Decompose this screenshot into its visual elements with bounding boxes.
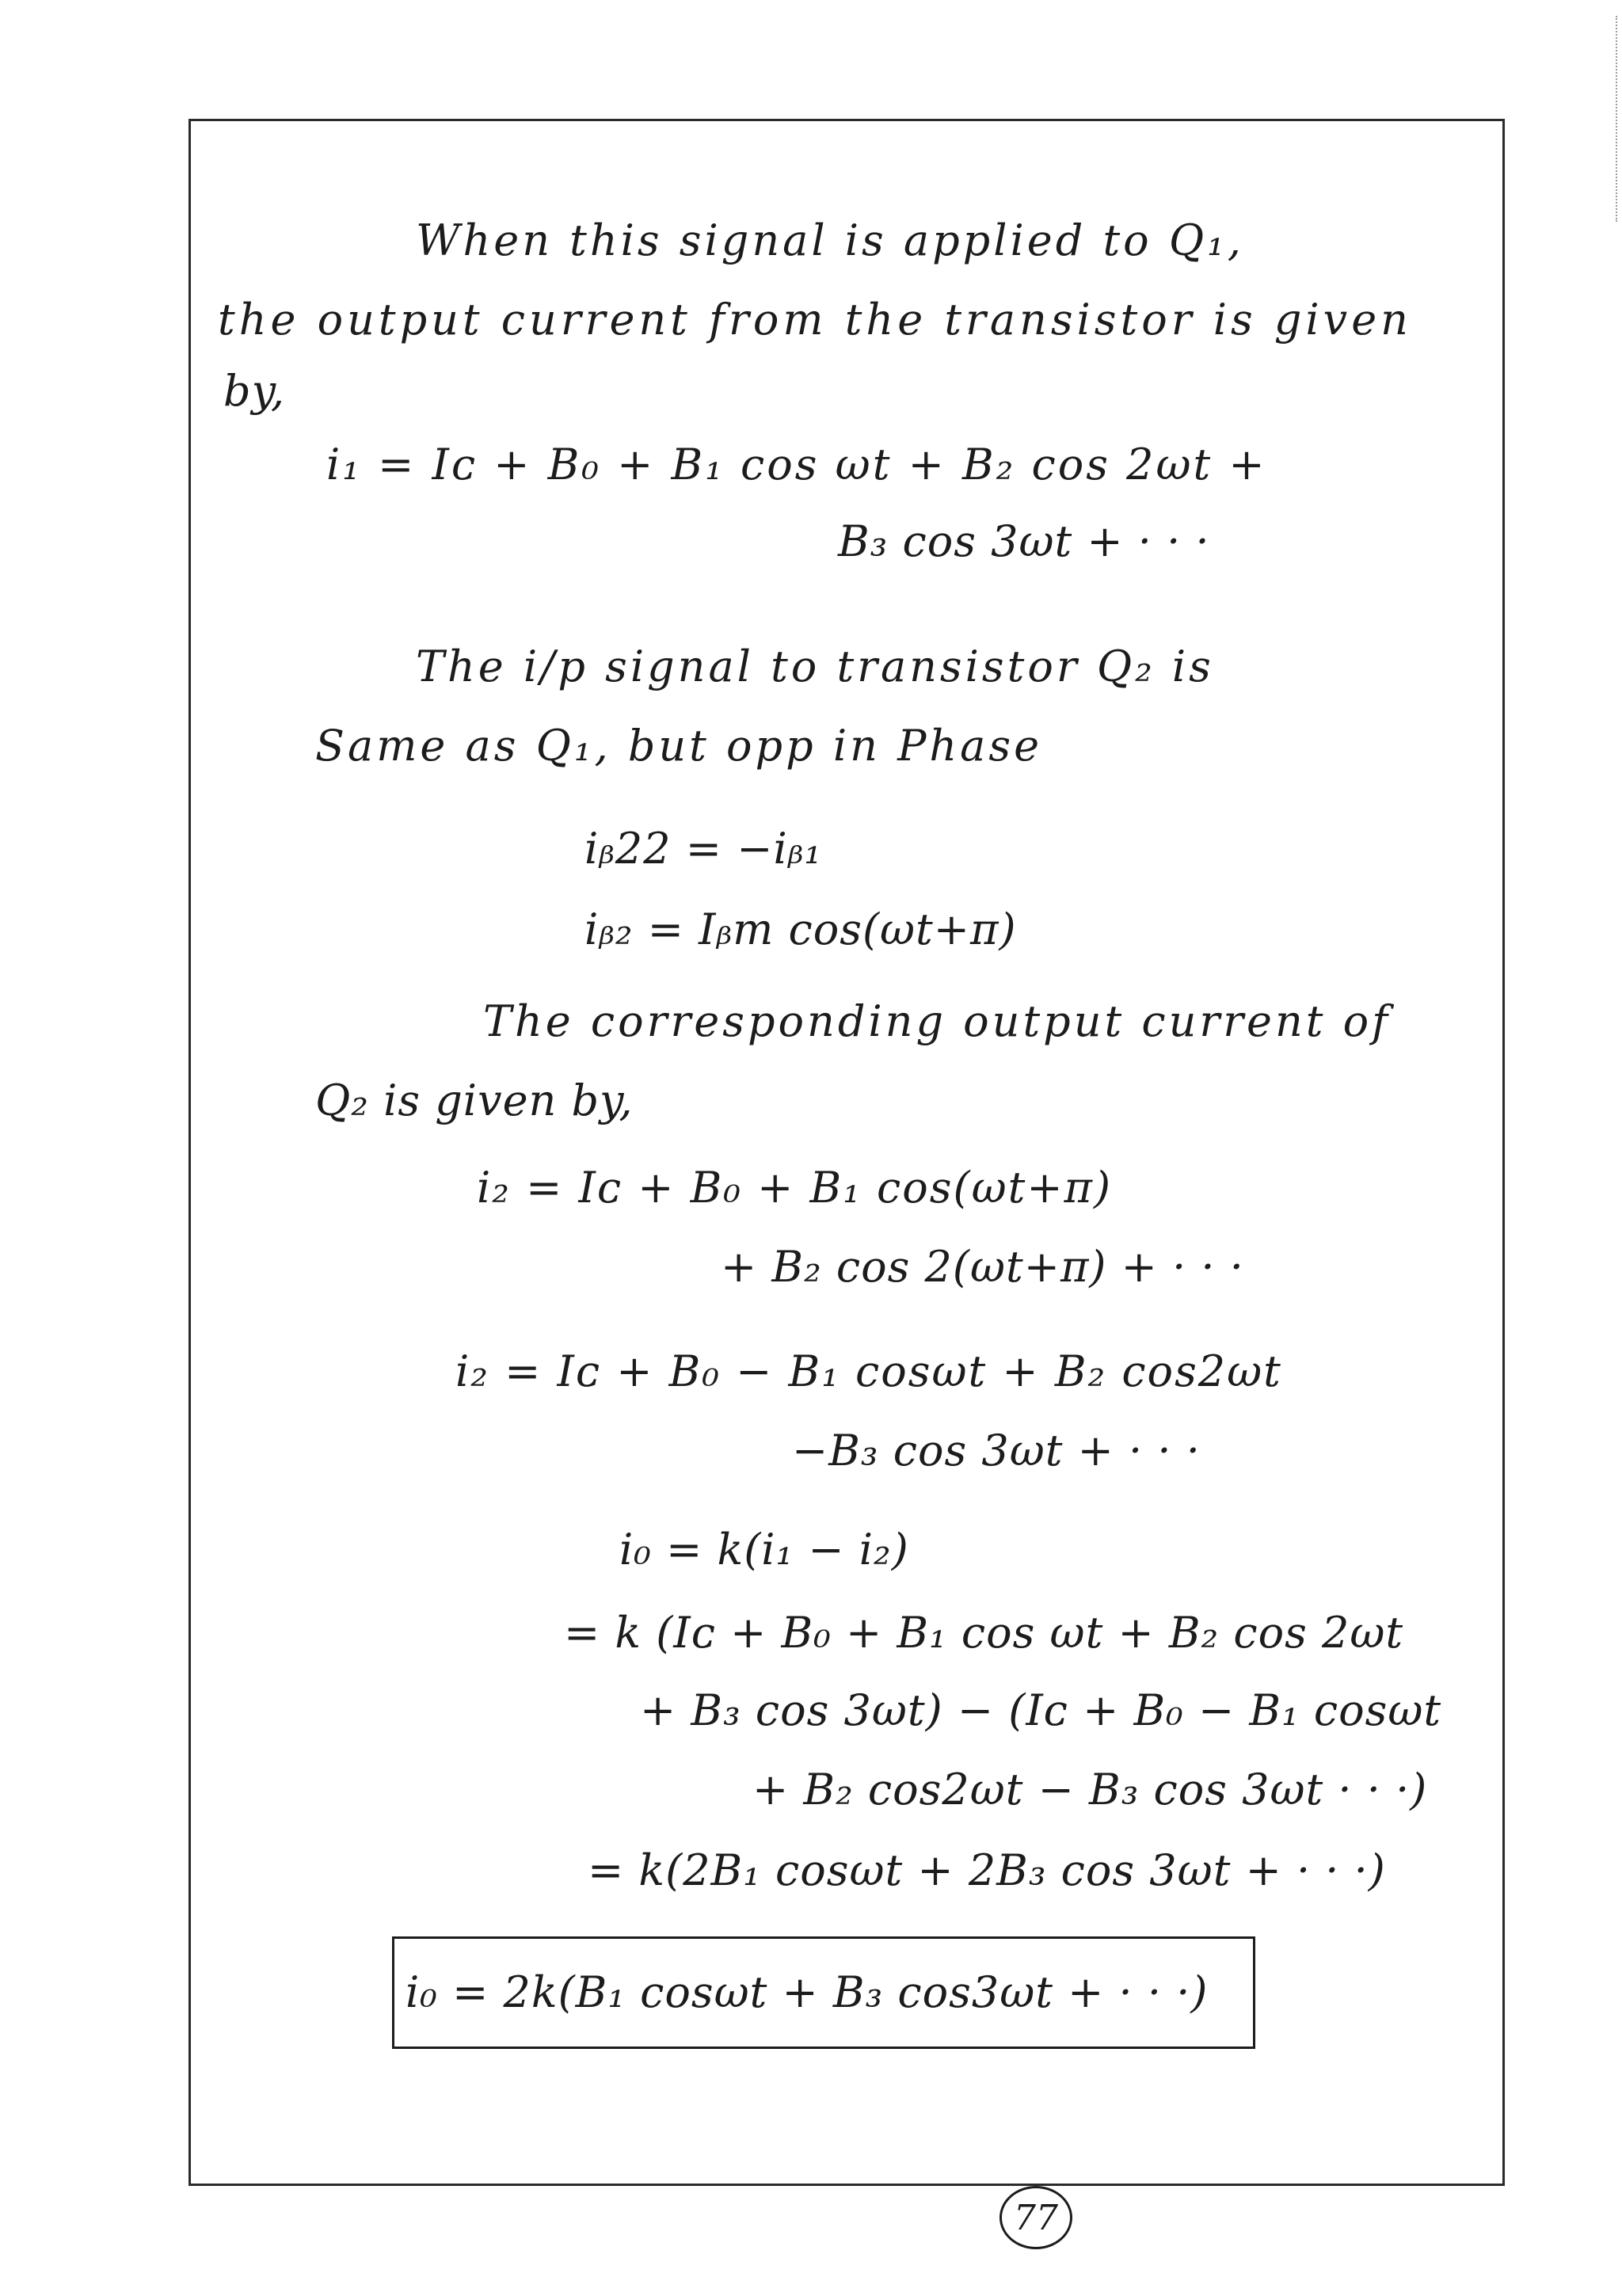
final-result-box bbox=[392, 1936, 1255, 2049]
text-line-7: Q₂ is given by, bbox=[315, 1076, 634, 1125]
text-line-6: The corresponding output current of bbox=[483, 996, 1392, 1046]
text-line-2: the output current from the transistor is given bbox=[218, 295, 1412, 345]
text-line-5: Same as Q₁, but opp in Phase bbox=[315, 721, 1043, 771]
equation-i2-line-4: −B₃ cos 3ωt + · · · bbox=[792, 1426, 1201, 1475]
equation-i0-line-5: = k(2B₁ cosωt + 2B₃ cos 3ωt + · · ·) bbox=[588, 1845, 1386, 1895]
equation-i0-line-3: + B₃ cos 3ωt) − (Iᴄ + B₀ − B₁ cosωt bbox=[640, 1685, 1442, 1735]
equation-i0-line-4: + B₂ cos2ωt − B₃ cos 3ωt · · ·) bbox=[752, 1765, 1428, 1814]
equation-i1-line-2: B₃ cos 3ωt + · · · bbox=[838, 516, 1210, 566]
scan-edge-mark bbox=[1616, 16, 1620, 222]
equation-i0-line-1: i₀ = k(i₁ − i₂) bbox=[619, 1525, 909, 1574]
equation-i2-line-1: i₂ = Iᴄ + B₀ + B₁ cos(ωt+π) bbox=[477, 1163, 1113, 1213]
equation-i0-line-2: = k (Iᴄ + B₀ + B₁ cos ωt + B₂ cos 2ωt bbox=[564, 1608, 1404, 1658]
equation-i2-line-3: i₂ = Iᴄ + B₀ − B₁ cosωt + B₂ cos2ωt bbox=[455, 1346, 1282, 1396]
text-line-3: by, bbox=[223, 366, 286, 416]
equation-ib2-line-2: iᵦ₂ = Iᵦm cos(ωt+π) bbox=[584, 904, 1017, 954]
equation-ib2-line-1: iᵦ22 = −iᵦ₁ bbox=[584, 824, 823, 874]
equation-i1-line-1: i₁ = Iᴄ + B₀ + B₁ cos ωt + B₂ cos 2ωt + bbox=[326, 440, 1267, 489]
final-result-equation: i₀ = 2k(B₁ cosωt + B₃ cos3ωt + · · ·) bbox=[406, 1967, 1209, 2017]
text-line-1: When this signal is applied to Q₁, bbox=[416, 215, 1244, 265]
text-line-4: The i/p signal to transistor Q₂ is bbox=[416, 642, 1214, 691]
equation-i2-line-2: + B₂ cos 2(ωt+π) + · · · bbox=[721, 1242, 1244, 1292]
page-number: 77 bbox=[999, 2186, 1072, 2249]
